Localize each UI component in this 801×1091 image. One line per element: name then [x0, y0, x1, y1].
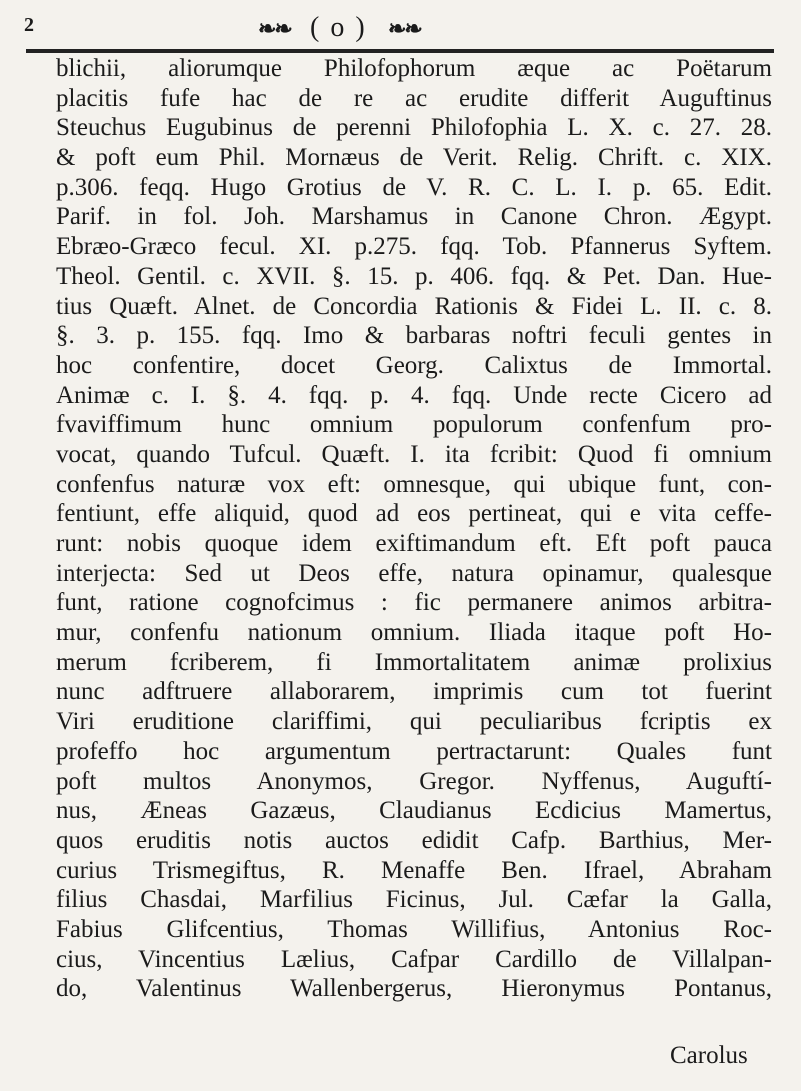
ornament-right-icon: ❧❧ — [388, 16, 421, 41]
text-line: §. 3. p. 155. fqq. Imo & barbaras noftri feculi gentes in — [56, 322, 772, 350]
text-line: p.306. feqq. Hugo Grotius de V. R. C. L. I. p. 65. Edit. — [56, 173, 772, 201]
text-line: blichii, aliorumque Philofophorum æque ac Poëtarum — [56, 55, 772, 82]
catchword: Carolus — [670, 1042, 748, 1069]
text-line: placitis fufe hac de re ac erudite differit Auguftinus — [56, 84, 772, 112]
text-line: merum fcriberem, fi Immortalitatem animæ prolixius — [56, 648, 772, 676]
text-line: curius Trismegiftus, R. Menaffe Ben. Ifrael, Abraham — [56, 856, 772, 884]
text-line: vocat, quando Tufcul. Quæft. I. ita fcribit: Quod fi omnium — [56, 440, 772, 468]
text-line: nus, Æneas Gazæus, Claudianus Ecdicius Mamertus, — [56, 797, 772, 825]
text-line: do, Valentinus Wallenbergerus, Hieronymus Pontanus, — [56, 975, 772, 1003]
page-number: ( o ) — [310, 12, 367, 43]
text-line: nunc adftruere allaborarem, imprimis cum tot fuerint — [56, 678, 772, 706]
text-line: fentiunt, effe aliquid, quod ad eos pertineat, qui e vita ceffe- — [56, 500, 772, 528]
text-line: quos eruditis notis auctos edidit Cafp. Barthius, Mer- — [56, 826, 772, 854]
text-line: poft multos Anonymos, Gregor. Nyffenus, Auguftí- — [56, 767, 772, 795]
text-line: cius, Vincentius Lælius, Cafpar Cardillo de Villalpan- — [56, 945, 772, 973]
text-line: Theol. Gentil. c. XVII. §. 15. p. 406. fqq. & Pet. Dan. Hue- — [56, 262, 772, 290]
text-line: confenfus naturæ vox eft: omnesque, qui ubique funt, con- — [56, 470, 772, 498]
signature-mark: 2 — [24, 14, 34, 36]
text-line: filius Chasdai, Marfilius Ficinus, Jul. Cæfar la Galla, — [56, 886, 772, 914]
header-rule — [26, 49, 774, 53]
text-line: Viri eruditione clariffimi, qui peculiaribus fcriptis ex — [56, 708, 772, 736]
text-line: Steuchus Eugubinus de perenni Philofophia L. X. c. 27. 28. — [56, 114, 772, 142]
text-line: Fabius Glifcentius, Thomas Willifius, Antonius Roc- — [56, 915, 772, 943]
text-line: funt, ratione cognofcimus : fic permanere animos arbitra- — [56, 589, 772, 617]
text-line: Animæ c. I. §. 4. fqq. p. 4. fqq. Unde recte Cicero ad — [56, 381, 772, 409]
text-line: fvaviffimum hunc omnium populorum confenfum pro- — [56, 411, 772, 439]
ornament-left-icon: ❧❧ — [258, 16, 291, 41]
text-line: mur, confenfu nationum omnium. Iliada itaque poft Ho- — [56, 619, 772, 647]
text-line: Ebræo-Græco fecul. XI. p.275. fqq. Tob. Pfannerus Syftem. — [56, 233, 772, 261]
text-line: & poft eum Phil. Mornæus de Verit. Relig. Chrift. c. XIX. — [56, 144, 772, 172]
text-line: hoc confentire, docet Georg. Calixtus de Immortal. — [56, 351, 772, 379]
text-line: runt: nobis quoque idem exiftimandum eft. Eft poft pauca — [56, 530, 772, 557]
text-line: Parif. in fol. Joh. Marshamus in Canone Chron. Ægypt. — [56, 203, 772, 231]
body-text — [56, 54, 772, 1004]
text-line: profeffo hoc argumentum pertractarunt: Quales funt — [56, 737, 772, 765]
text-line: interjecta: Sed ut Deos effe, natura opinamur, qualesque — [56, 559, 772, 587]
page-header — [0, 6, 801, 50]
text-line: tius Quæft. Alnet. de Concordia Rationis & Fidei L. II. c. 8. — [56, 292, 772, 320]
